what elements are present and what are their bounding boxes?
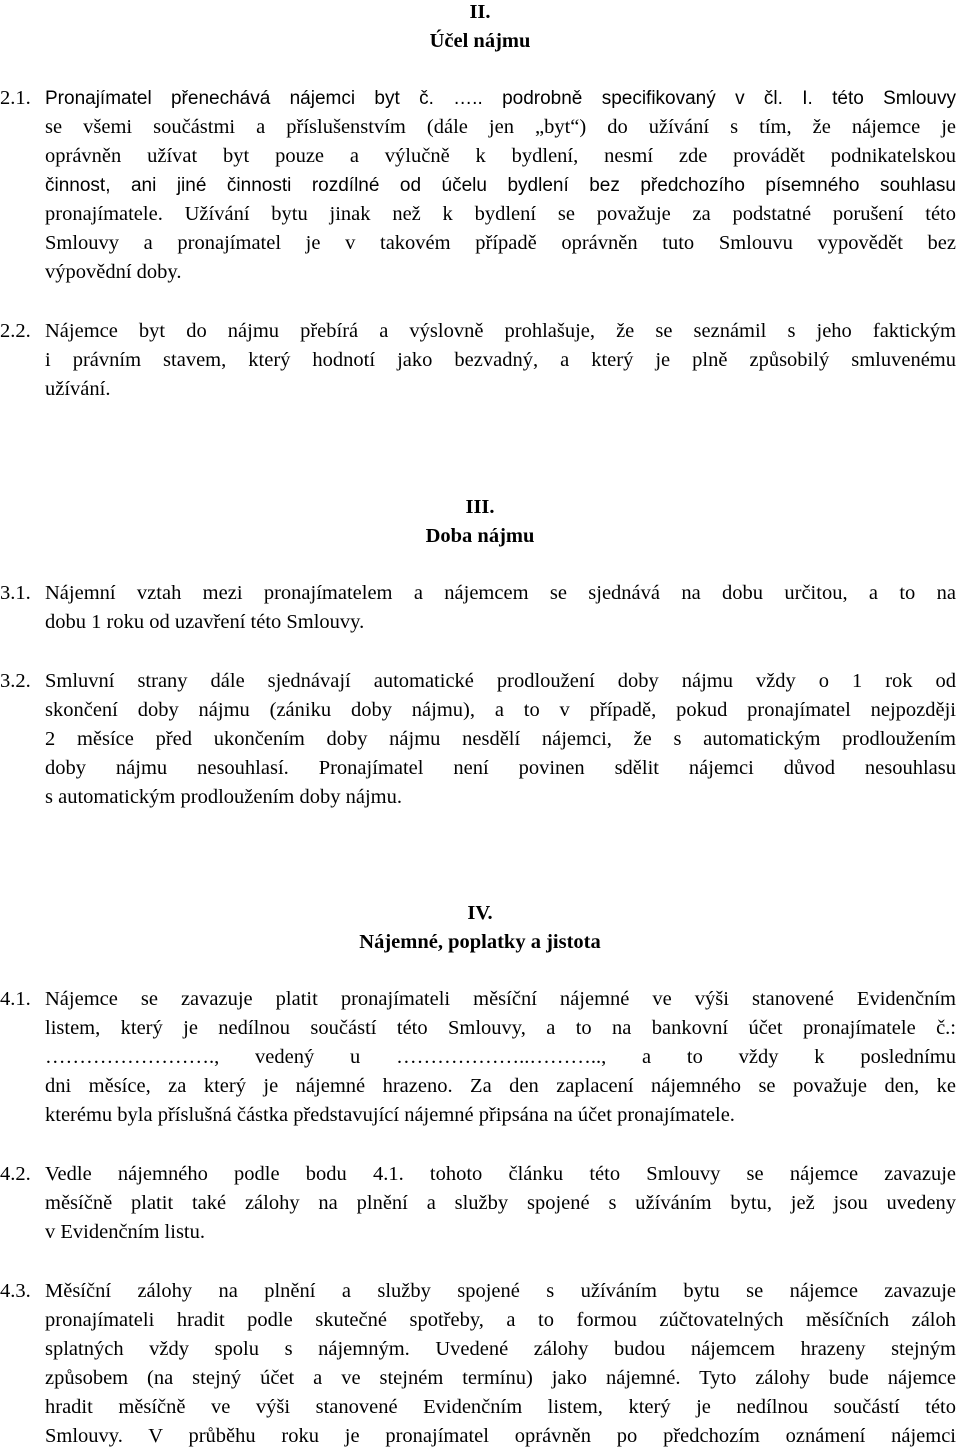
clause-number: 4.2. [0, 1163, 31, 1185]
clause-line: pronajímateli hradit podle skutečné spotřeby, a to formou zúčtovatelných měsíčních záloh [45, 1309, 956, 1331]
clause-line: oprávněn užívat byt pouze a výlučně k bydlení, nesmí zde provádět podnikatelskou [45, 145, 956, 167]
clause-number: 4.1. [0, 988, 31, 1010]
clause-text [45, 1160, 956, 1247]
clause-line: listem, který je nedílnou součástí této Smlouvy, a to na bankovní účet pronajímatele č.: [45, 1017, 956, 1039]
clause-line: ……………………., vedený u ………………..……….., a to vždy k poslednímu [45, 1046, 956, 1068]
clause-line: užívání. [45, 378, 111, 400]
section-title-najemne: Nájemné, poplatky a jistota [359, 931, 601, 953]
clause-line: splatných vždy spolu s nájemným. Uvedené zálohy budou nájemcem hrazeny stejným [45, 1338, 956, 1360]
section-number-iv: IV. [467, 902, 493, 924]
clause-line: skončení doby nájmu (zániku doby nájmu), a to v případě, pokud pronajímatel nejpozději [45, 699, 956, 721]
section-title-ucel-najmu: Účel nájmu [429, 30, 531, 52]
clause-line: Nájemce se zavazuje platit pronajímateli měsíční nájemné ve výši stanovené Evidenčním [45, 988, 956, 1010]
clause-number: 3.2. [0, 670, 31, 692]
section-number-ii: II. [469, 1, 491, 23]
clause-line: v Evidenčním listu. [45, 1221, 205, 1243]
clause-line: dni měsíce, za který je nájemné hrazeno. Za den zaplacení nájemného se považuje den, ke [45, 1075, 956, 1097]
clause-line: Pronajímatel přenechává nájemci byt č. ….. podrobně specifikovaný v čl. I. této Smlouvy [45, 88, 956, 109]
clause-line: Nájemní vztah mezi pronajímatelem a nájemcem se sjednává na dobu určitou, a to na [45, 582, 956, 604]
clause-line: kterému byla příslušná částka představující nájemné připsána na účet pronajímatele. [45, 1104, 735, 1126]
clause-line: výpovědní doby. [45, 261, 182, 283]
clause-line: Nájemce byt do nájmu přebírá a výslovně prohlašuje, že se seznámil s jeho faktickým [45, 320, 956, 342]
clause-line: způsobem (na stejný účet a ve stejném termínu) jako nájemné. Tyto zálohy bude nájemce [45, 1367, 956, 1389]
clause-line: dobu 1 roku od uzavření této Smlouvy. [45, 611, 365, 633]
clause-text [45, 579, 956, 637]
clause-number: 3.1. [0, 582, 31, 604]
clause-number: 2.2. [0, 320, 31, 342]
section-title-doba-najmu: Doba nájmu [425, 525, 535, 547]
clause-line: doby nájmu nesouhlasí. Pronajímatel není povinen sdělit nájemci důvod nesouhlasu [45, 757, 956, 779]
clause-line: se všemi součástmi a příslušenstvím (dále jen „byt“) do užívání s tím, že nájemce je [45, 116, 956, 138]
clause-line: 2 měsíce před ukončením doby nájmu nesdělí nájemci, že s automatickým prodloužením [45, 728, 956, 750]
clause-line: činnost, ani jiné činnosti rozdílné od účelu bydlení bez předchozího písemného souhlasu [45, 175, 956, 196]
section-number-iii: III. [465, 496, 495, 518]
clause-text [45, 84, 956, 287]
clause-number: 4.3. [0, 1280, 31, 1302]
clause-line: měsíčně platit také zálohy na plnění a služby spojené s užíváním bytu, jež jsou uvedeny [45, 1192, 956, 1214]
clause-line: Měsíční zálohy na plnění a služby spojené s užíváním bytu se nájemce zavazuje [45, 1280, 956, 1302]
clause-line: Smlouvy a pronajímatel je v takovém případě oprávněn tuto Smlouvu vypovědět bez [45, 232, 956, 254]
clause-line: s automatickým prodloužením doby nájmu. [45, 786, 402, 808]
clause-line: Smlouvy. V průběhu roku je pronajímatel oprávněn po předchozím oznámení nájemci [45, 1425, 956, 1447]
clause-text [45, 317, 956, 404]
clause-number: 2.1. [0, 87, 31, 109]
clause-text [45, 1277, 956, 1451]
clause-line: hradit měsíčně ve výši stanovené Evidenčním listem, který je nedílnou součástí této [45, 1396, 956, 1418]
clause-line: Smluvní strany dále sjednávají automatické prodloužení doby nájmu vždy o 1 rok od [45, 670, 956, 692]
clause-text [45, 667, 956, 812]
clause-line: pronajímatele. Užívání bytu jinak než k bydlení se považuje za podstatné porušení této [45, 203, 956, 225]
clause-line: i právním stavem, který hodnotí jako bezvadný, a který je plně způsobilý smluvenému [45, 349, 956, 371]
clause-text [45, 985, 956, 1130]
clause-line: Vedle nájemného podle bodu 4.1. tohoto článku této Smlouvy se nájemce zavazuje [45, 1163, 956, 1185]
